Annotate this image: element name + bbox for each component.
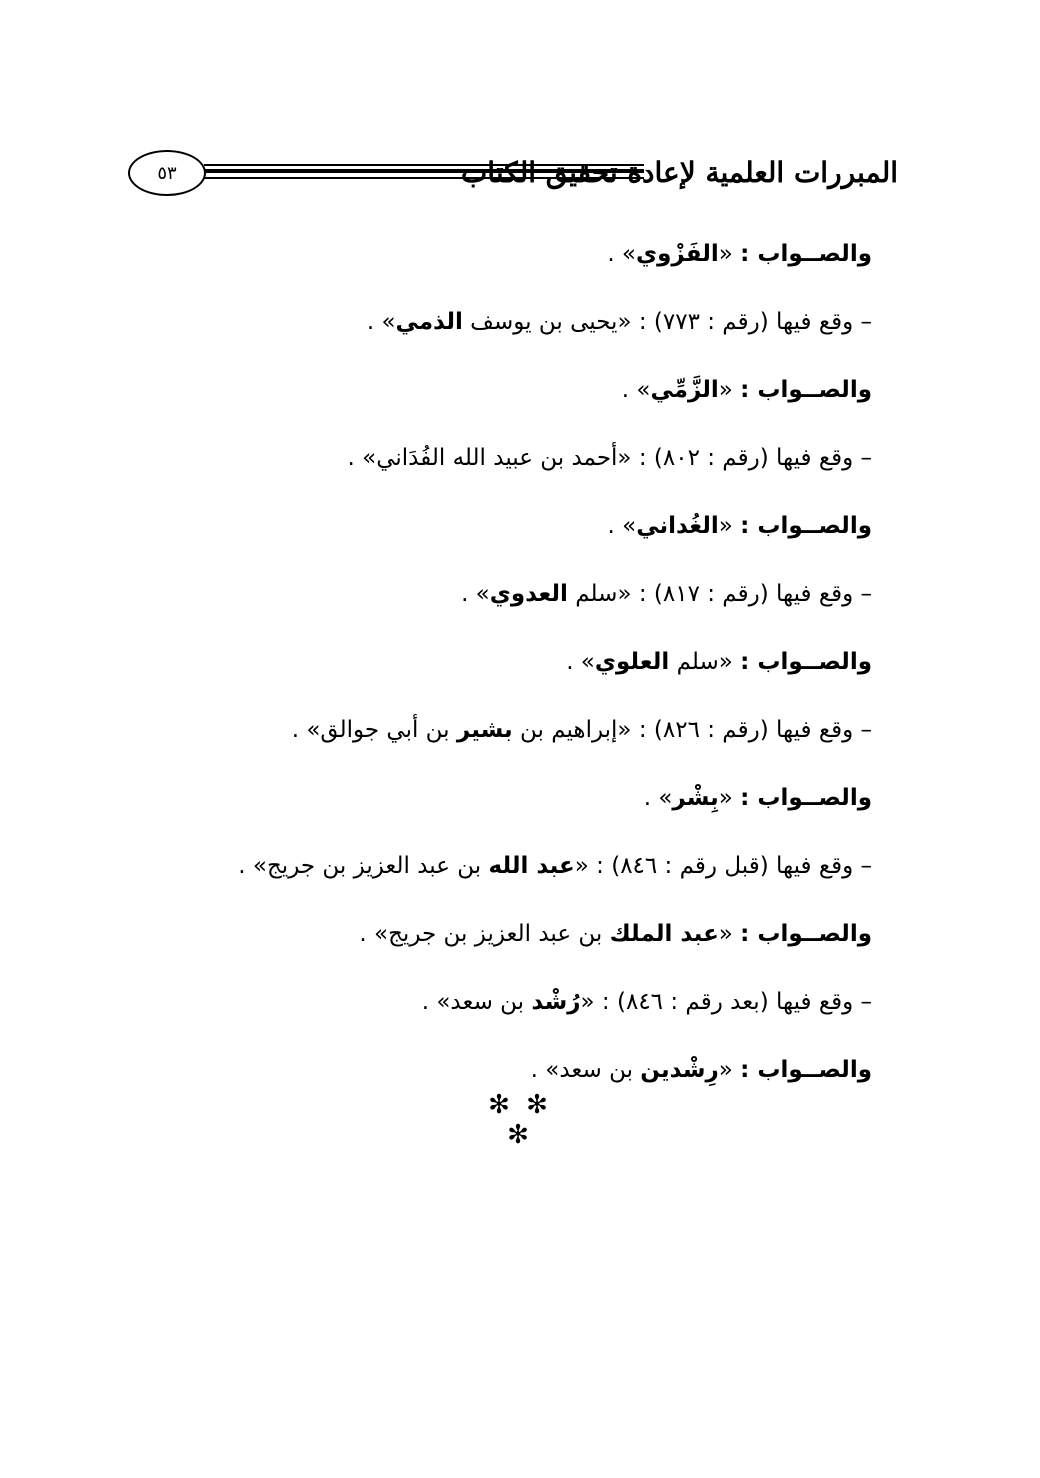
running-title: المبررات العلمية لإعادة تحقيق الكتاب xyxy=(460,156,898,189)
line-post: » . xyxy=(621,377,651,403)
line-lead: – وقع فيها (قبل رقم : ٨٤٦) : « xyxy=(574,853,872,879)
error-line xyxy=(150,288,872,356)
line-lead: – وقع فيها (رقم : ٨٢٦) : «إبراهيم بن xyxy=(512,717,872,743)
page-body xyxy=(150,220,872,1104)
line-post: الفُدَاني» . xyxy=(347,445,446,471)
line-lead: والصــواب : xyxy=(740,921,872,947)
correction-line xyxy=(150,220,872,288)
line-bold: عبد الملك xyxy=(609,921,719,947)
line-pre: « xyxy=(718,513,741,539)
line-lead: والصــواب : xyxy=(740,785,872,811)
line-lead: – وقع فيها (بعد رقم : ٨٤٦) : « xyxy=(580,989,872,1015)
error-line xyxy=(150,832,872,900)
error-line xyxy=(150,968,872,1036)
line-pre: « xyxy=(718,1057,741,1083)
line-bold: الزَّمِّي xyxy=(650,377,719,403)
line-bold: رِشْدين xyxy=(640,1057,719,1083)
line-lead: والصــواب : xyxy=(740,241,872,267)
line-pre: « xyxy=(718,785,741,811)
line-lead: – وقع فيها (رقم : ٧٧٣) : «يحيى بن يوسف xyxy=(462,309,872,335)
line-bold: الفَزْوي xyxy=(636,241,719,267)
line-lead: – وقع فيها (رقم : ٨١٧) : «سلم xyxy=(567,581,872,607)
line-post: » . xyxy=(366,309,396,335)
line-lead: والصــواب : xyxy=(740,513,872,539)
line-post: » . xyxy=(461,581,490,607)
line-post: » . xyxy=(566,649,595,675)
line-post: » . xyxy=(607,241,637,267)
line-bold: العلوي xyxy=(594,649,670,675)
line-lead: والصــواب : xyxy=(740,1057,872,1083)
line-pre: « xyxy=(718,921,741,947)
line-bold: الذمي xyxy=(395,309,463,335)
line-pre: « xyxy=(718,377,741,403)
line-post: » . xyxy=(643,785,673,811)
section-separator: ✻ ✻ ✻ xyxy=(488,1090,552,1150)
line-pre: « xyxy=(718,241,741,267)
line-post: بن سعد» . xyxy=(530,1057,641,1083)
page-number: ٥٣ xyxy=(157,162,177,184)
error-line xyxy=(150,560,872,628)
line-bold: عبد الله xyxy=(488,853,575,879)
line-post: » . xyxy=(607,513,637,539)
line-lead: – وقع فيها (رقم : ٨٠٢) : «أحمد بن عبيد الله xyxy=(445,445,872,471)
line-pre: «سلم xyxy=(669,649,741,675)
line-lead: والصــواب : xyxy=(740,377,872,403)
line-post: بن سعد» . xyxy=(421,989,532,1015)
line-post: بن أبي جوالق» . xyxy=(291,717,457,743)
line-bold: رُشْد xyxy=(531,989,581,1015)
line-post: بن عبد العزيز بن جريج» . xyxy=(238,853,489,879)
page-number-oval xyxy=(128,150,206,196)
correction-line xyxy=(150,900,872,968)
correction-line xyxy=(150,492,872,560)
line-bold: بشير xyxy=(456,717,513,743)
line-bold: بِشْر xyxy=(672,785,719,811)
line-post: بن عبد العزيز بن جريج» . xyxy=(359,921,610,947)
line-bold: الغُداني xyxy=(636,513,719,539)
page-header xyxy=(128,150,898,210)
correction-line xyxy=(150,764,872,832)
line-lead: والصــواب : xyxy=(740,649,872,675)
error-line xyxy=(150,424,872,492)
correction-line xyxy=(150,356,872,424)
line-bold: العدوي xyxy=(489,581,568,607)
correction-line xyxy=(150,628,872,696)
error-line xyxy=(150,696,872,764)
